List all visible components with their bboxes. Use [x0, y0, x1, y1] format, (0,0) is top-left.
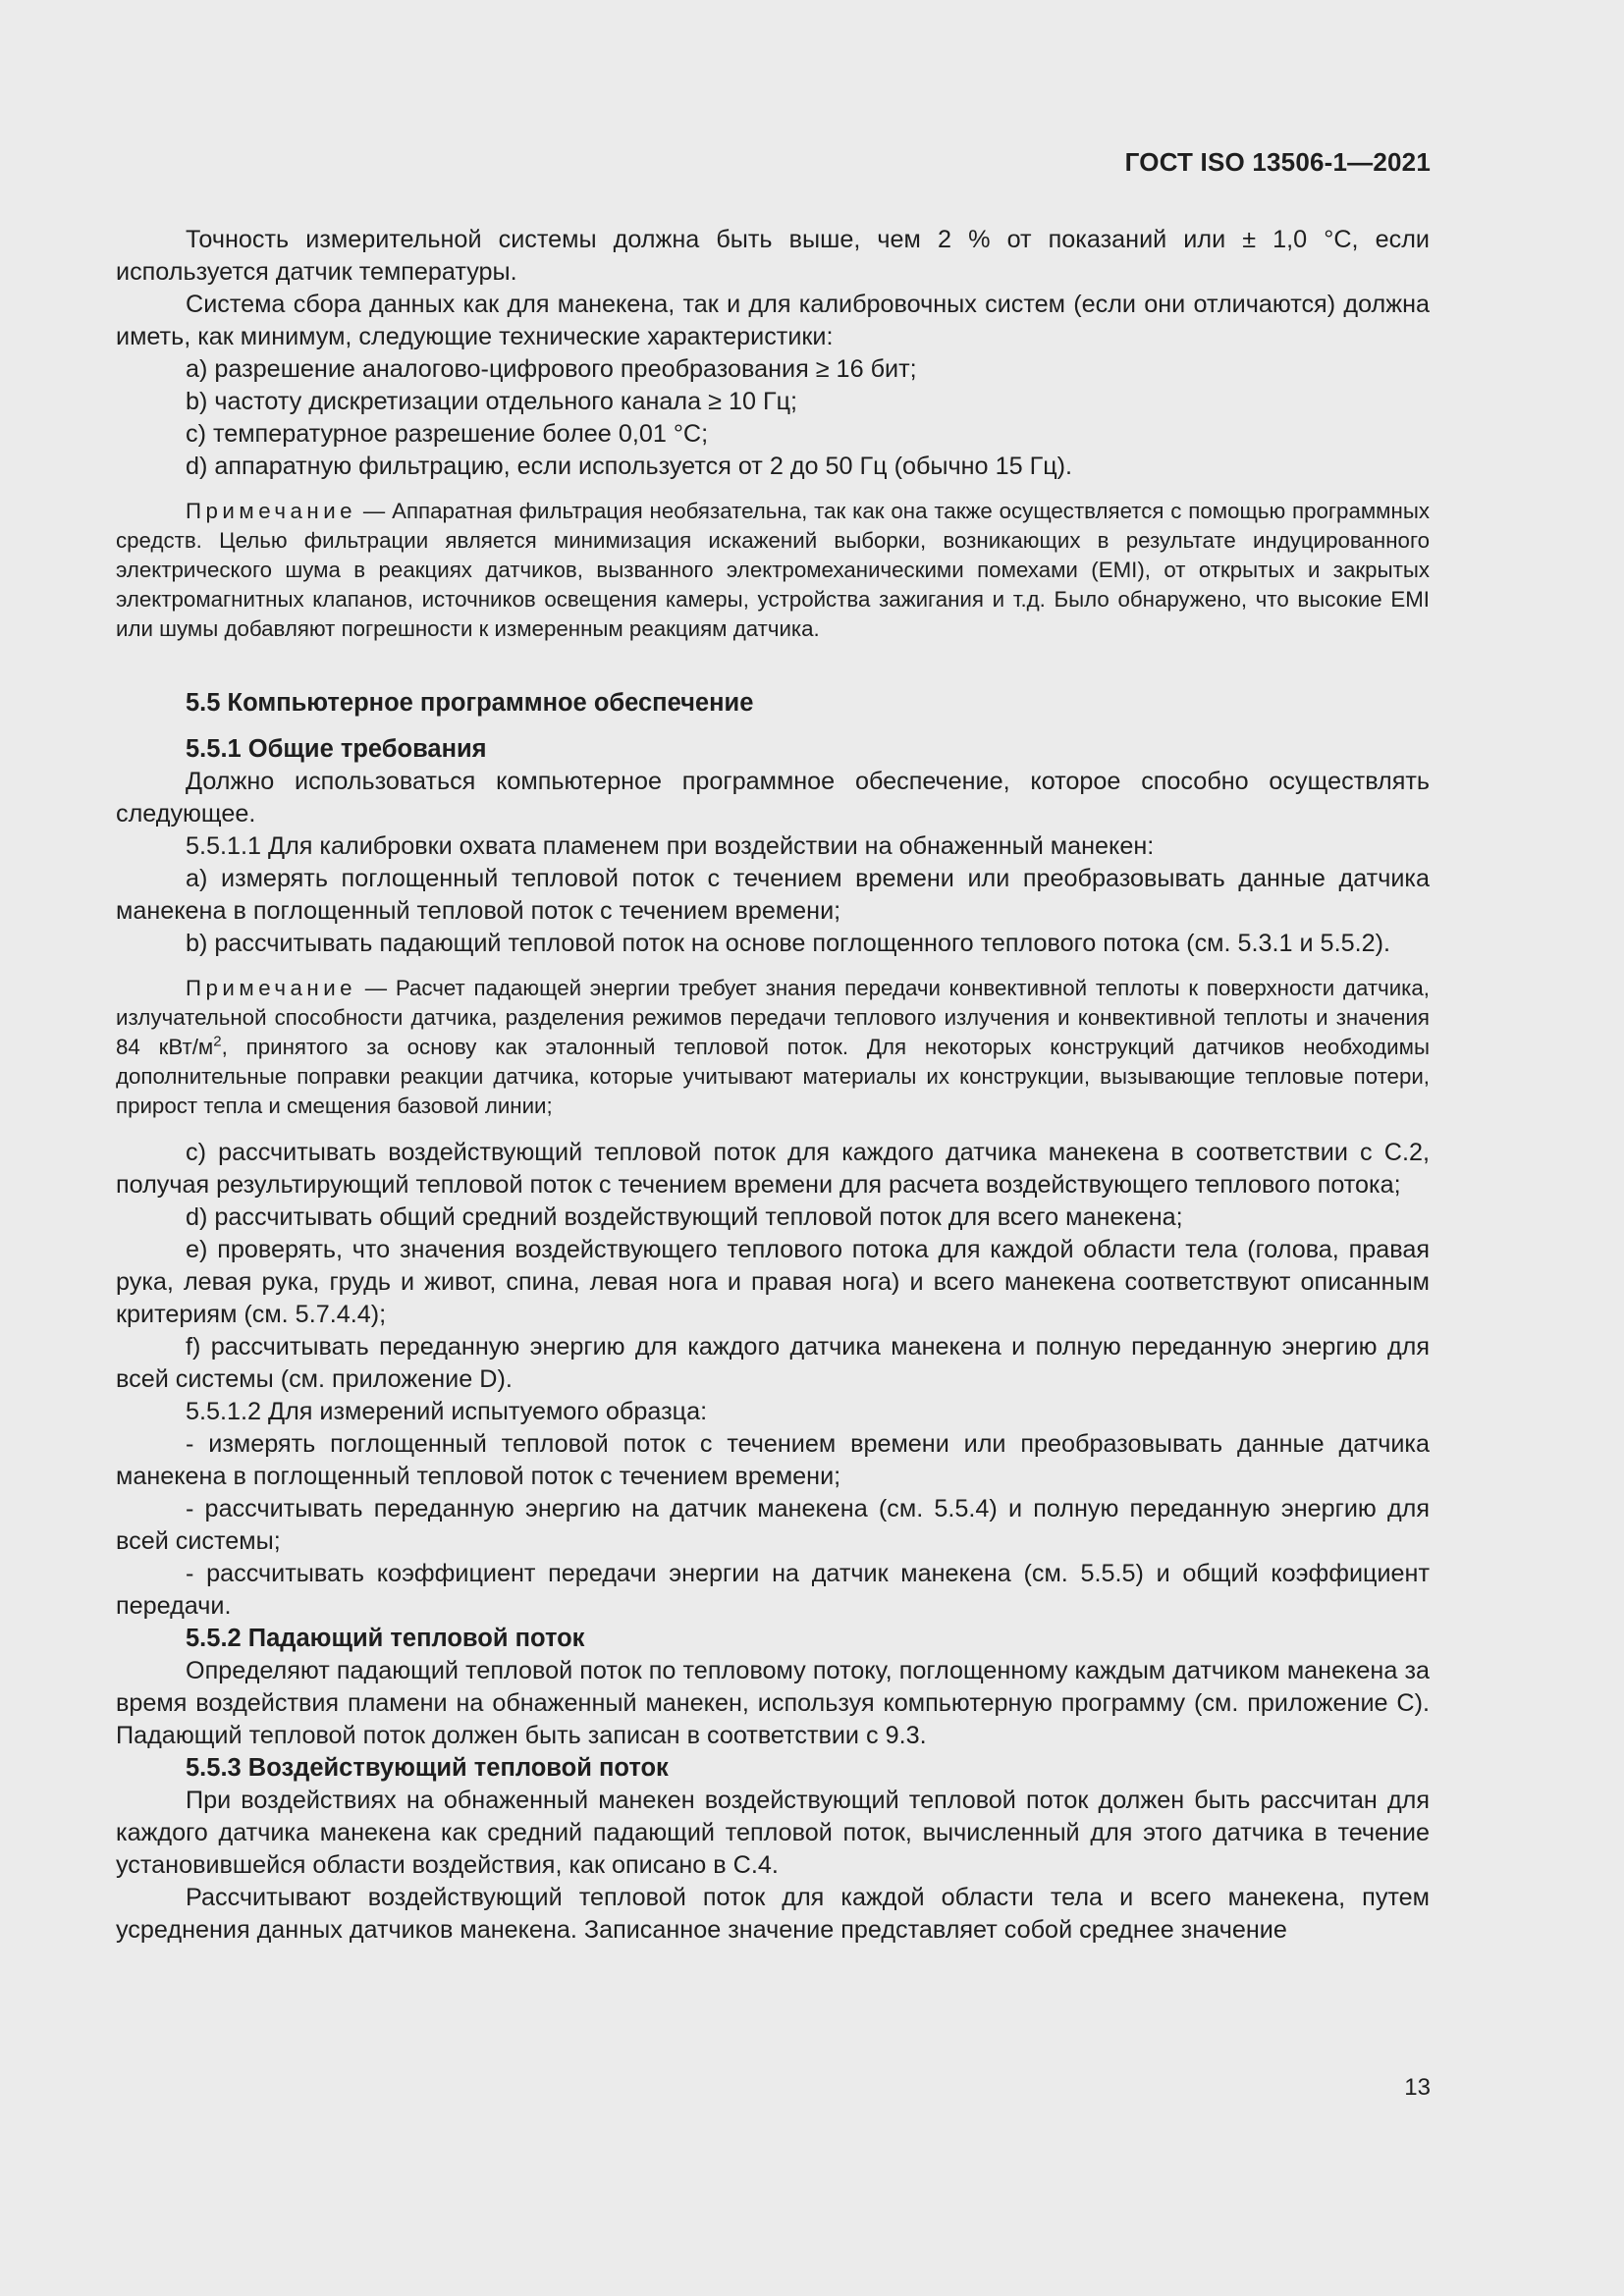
list-item: b) частоту дискретизации отдельного канала ≥ 10 Гц; [186, 388, 798, 415]
paragraph: Рассчитывают воздействующий тепловой поток для каждой области тела и всего манекена, путем усреднения данных датчиков манекена. Записанное значение представляет собой среднее значение [116, 1884, 1430, 1944]
document-id-header: ГОСТ ISO 13506-1—2021 [1124, 147, 1431, 177]
list-item: c) температурное разрешение более 0,01 °С; [186, 420, 709, 448]
superscript: 2 [213, 1033, 222, 1050]
note-text: — Расчет падающей энергии требует знания передачи конвективной теплоты к поверхности датчика, излучательной способности датчика, разделения режимов передачи теплового излучения и конвективной теплоты и значения 84 кВт/м [116, 976, 1430, 1059]
section-heading: 5.5 Компьютерное программное обеспечение [186, 689, 754, 717]
paragraph: Система сбора данных как для манекена, так и для калибровочных систем (если они отличаются) должна иметь, как минимум, следующие технические характеристики: [116, 291, 1430, 350]
list-item: - рассчитывать коэффициент передачи энергии на датчик манекена (см. 5.5.5) и общий коэффициент передачи. [116, 1560, 1430, 1620]
note-label: Примечание [186, 976, 357, 1000]
paragraph: Должно использоваться компьютерное программное обеспечение, которое способно осуществлять следующее. [116, 768, 1430, 828]
list-item: a) измерять поглощенный тепловой поток с течением времени или преобразовывать данные датчика манекена в поглощенный тепловой поток с течением времени; [116, 865, 1430, 925]
paragraph: При воздействиях на обнаженный манекен воздействующий тепловой поток должен быть рассчитан для каждого датчика манекена как средний падающий тепловой поток, вычисленный для этого датчика в течение установившейся области воздействия, как описано в С.4. [116, 1787, 1430, 1879]
paragraph: 5.5.1.2 Для измерений испытуемого образца: [186, 1398, 708, 1425]
list-item: b) рассчитывать падающий тепловой поток на основе поглощенного теплового потока (см. 5.3.1 и 5.5.2). [186, 930, 1390, 957]
page-number: 13 [1404, 2074, 1431, 2101]
document-body [116, 224, 1430, 1947]
list-item: d) аппаратную фильтрацию, если используется от 2 до 50 Гц (обычно 15 Гц). [186, 453, 1073, 480]
note [116, 497, 1430, 644]
list-item: f) рассчитывать переданную энергию для каждого датчика манекена и полную переданную энергию для всей системы (см. приложение D). [116, 1333, 1430, 1393]
list-item: e) проверять, что значения воздействующего теплового потока для каждой области тела (голова, правая рука, левая рука, грудь и живот, спина, левая нога и правая нога) и всего манекена соответствуют описанным критериям (см. 5.7.4.4); [116, 1236, 1430, 1328]
list-item: - измерять поглощенный тепловой поток с течением времени или преобразовывать данные датчика манекена в поглощенный тепловой поток с течением времени; [116, 1430, 1430, 1490]
note-text: — Аппаратная фильтрация необязательна, так как она также осуществляется с помощью программных средств. Целью фильтрации является минимизация искажений выборки, возникающих в результате индуцированного электрического шума в реакциях датчиков, вызванного электромеханическими помехами (EMI), от открытых и закрытых электромагнитных клапанов, источников освещения камеры, устройства зажигания и т.д. Было обнаружено, что высокие EMI или шумы добавляют погрешности к измеренным реакциям датчика. [116, 499, 1430, 641]
list-item: c) рассчитывать воздействующий тепловой поток для каждого датчика манекена в соответствии с С.2, получая результирующий тепловой поток с течением времени для расчета воздействующего теплового потока; [116, 1139, 1430, 1199]
note [116, 974, 1430, 1121]
paragraph: 5.5.1.1 Для калибровки охвата пламенем при воздействии на обнаженный манекен: [186, 832, 1155, 860]
list-item: a) разрешение аналогово-цифрового преобразования ≥ 16 бит; [186, 355, 917, 383]
subsection-heading: 5.5.2 Падающий тепловой поток [186, 1625, 585, 1652]
subsection-heading: 5.5.1 Общие требования [186, 735, 487, 763]
note-label: Примечание [186, 499, 357, 523]
paragraph: Точность измерительной системы должна быть выше, чем 2 % от показаний или ± 1,0 °С, если используется датчик температуры. [116, 226, 1430, 286]
subsection-heading: 5.5.3 Воздействующий тепловой поток [186, 1754, 669, 1782]
list-item: d) рассчитывать общий средний воздействующий тепловой поток для всего манекена; [186, 1203, 1183, 1231]
note-text-continued: , принятого за основу как эталонный тепловой поток. Для некоторых конструкций датчиков необходимы дополнительные поправки реакции датчика, которые учитывают материалы их конструкции, вызывающие тепловые потери, прирост тепла и смещения базовой линии; [116, 1035, 1430, 1118]
paragraph: Определяют падающий тепловой поток по тепловому потоку, поглощенному каждым датчиком манекена за время воздействия пламени на обнаженный манекен, используя компьютерную программу (см. приложение С). Падающий тепловой поток должен быть записан в соответствии с 9.3. [116, 1657, 1430, 1749]
list-item: - рассчитывать переданную энергию на датчик манекена (см. 5.5.4) и полную переданную энергию для всей системы; [116, 1495, 1430, 1555]
